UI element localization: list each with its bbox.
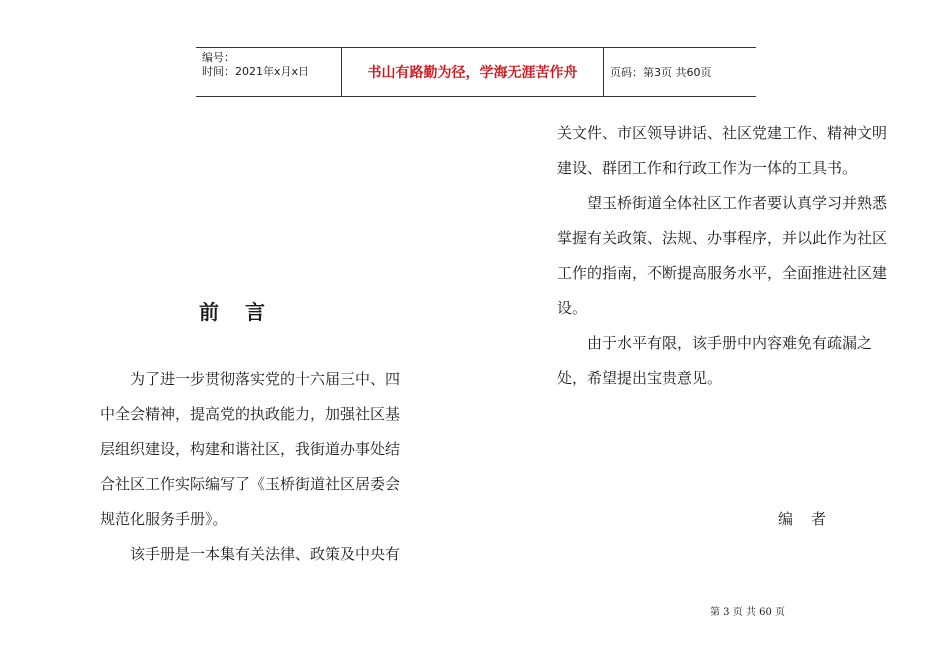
- header-meta: [196, 48, 341, 96]
- page-header: [196, 47, 756, 97]
- header-motto: 书山有路勤为径，学海无涯苦作舟: [341, 48, 604, 96]
- paragraph-continued: 关文件、市区领导讲话、社区党建工作、精神文明建设、群团工作和行政工作为一体的工具书。: [557, 124, 888, 177]
- left-column: [100, 362, 410, 572]
- paragraph: 该手册是一本集有关法律、政策及中央有: [130, 545, 401, 563]
- number-label: 编号：: [202, 51, 235, 64]
- paragraph: 望玉桥街道全体社区工作者要认真学习并熟悉掌握有关政策、法规、办事程序，并以此作为社区工作的指南，不断提高服务水平，全面推进社区建设。: [557, 194, 888, 317]
- author-signature: 编者: [778, 510, 845, 528]
- paragraph: 为了进一步贯彻落实党的十六届三中、四中全会精神，提高党的执政能力，加强社区基层组织建设，构建和谐社区，我街道办事处结合社区工作实际编写了《玉桥街道社区居委会规范化服务手册》。: [100, 370, 401, 528]
- paragraph: 由于水平有限，该手册中内容难免有疏漏之处，希望提出宝贵意见。: [557, 334, 873, 387]
- page-title: 前言: [199, 300, 291, 324]
- header-page-label: 页码：第3页 共60页: [610, 66, 712, 79]
- right-column: [557, 116, 895, 396]
- page-footer: 第 3 页 共 60 页: [710, 607, 785, 618]
- date-label: 时间：2021年x月x日: [202, 65, 310, 78]
